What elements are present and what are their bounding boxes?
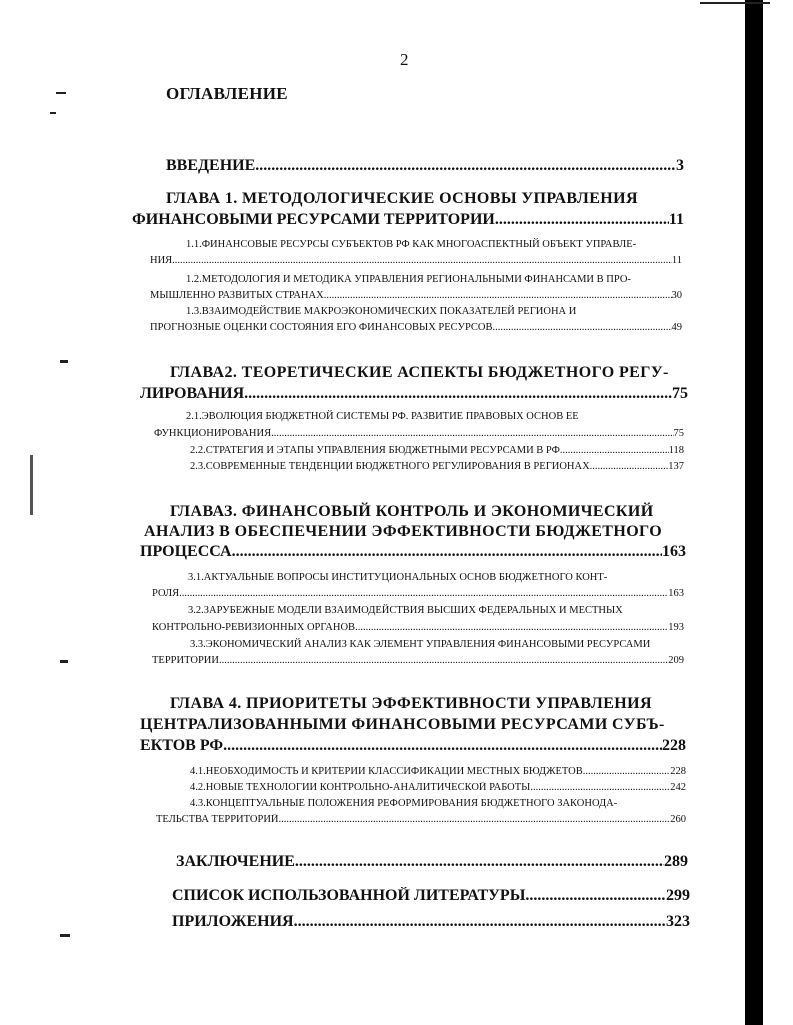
toc-entry-section-2-2[interactable]: 2.2.СТРАТЕГИЯ И ЭТАПЫ УПРАВЛЕНИЯ БЮДЖЕТНЫМИ РЕСУРСАМИ В РФ ..... 118 [190,445,684,456]
toc-entry-section-2-1[interactable]: ФУНКЦИОНИРОВАНИЯ ..... 75 [154,428,684,439]
section-3-2-line1: 3.2.ЗАРУБЕЖНЫЕ МОДЕЛИ ВЗАИМОДЕЙСТВИЯ ВЫСШИХ ФЕДЕРАЛЬНЫХ И МЕСТНЫХ [188,605,623,616]
toc-entry-section-3-2[interactable]: КОНТРОЛЬНО-РЕВИЗИОННЫХ ОРГАНОВ ..... 193 [152,622,684,633]
scan-mark [60,934,70,937]
dot-leader [255,157,676,175]
section-3-3-line1: 3.3.ЭКОНОМИЧЕСКИЙ АНАЛИЗ КАК ЭЛЕМЕНТ УПРАВЛЕНИЯ ФИНАНСОВЫМИ РЕСУРСАМИ [190,639,651,650]
chapter-3-title-line2: АНАЛИЗ В ОБЕСПЕЧЕНИИ ЭФФЕКТИВНОСТИ БЮДЖЕТНОГО [144,523,663,540]
toc-entry-chapter-3[interactable]: ПРОЦЕССА ..... 163 [140,543,686,561]
toc-entry-section-1-2[interactable]: МЫШЛЕННО РАЗВИТЫХ СТРАНАХ ..... 30 [150,290,682,301]
toc-entry-section-3-3[interactable]: ТЕРРИТОРИИ ..... 209 [152,655,684,666]
page-number: 2 [400,50,409,69]
scan-mark [56,92,66,94]
toc-entry-section-2-3[interactable]: 2.3.СОВРЕМЕННЫЕ ТЕНДЕНЦИИ БЮДЖЕТНОГО РЕГУЛИРОВАНИЯ В РЕГИОНАХ ..... 137 [190,461,684,472]
section-1-1-line1: 1.1.ФИНАНСОВЫЕ РЕСУРСЫ СУБЪЕКТОВ РФ КАК МНОГОАСПЕКТНЫЙ ОБЪЕКТ УПРАВЛЕ- [186,239,637,250]
toc-entry-section-4-2[interactable]: 4.2.НОВЫЕ ТЕХНОЛОГИИ КОНТРОЛЬНО-АНАЛИТИЧЕСКОЙ РАБОТЫ ..... 242 [190,782,686,793]
toc-entry-section-4-1[interactable]: 4.1.НЕОБХОДИМОСТЬ И КРИТЕРИИ КЛАССИФИКАЦИИ МЕСТНЫХ БЮДЖЕТОВ ..... 228 [190,766,686,777]
toc-entry-introduction[interactable] [166,157,684,175]
scan-mark [30,455,33,515]
chapter-1-title-line1: ГЛАВА 1. МЕТОДОЛОГИЧЕСКИЕ ОСНОВЫ УПРАВЛЕНИЯ [166,190,638,207]
toc-entry-chapter-2[interactable]: ЛИРОВАНИЯ ..... 75 [140,385,688,403]
section-3-1-line1: 3.1.АКТУАЛЬНЫЕ ВОПРОСЫ ИНСТИТУЦИОНАЛЬНЫХ ОСНОВ БЮДЖЕТНОГО КОНТ- [188,572,608,583]
toc-entry-section-4-3[interactable]: ТЕЛЬСТВА ТЕРРИТОРИЙ ..... 260 [156,814,686,825]
section-4-3-line1: 4.3.КОНЦЕПТУАЛЬНЫЕ ПОЛОЖЕНИЯ РЕФОРМИРОВАНИЯ БЮДЖЕТНОГО ЗАКОНОДА- [190,798,618,809]
section-1-3-line1: 1.3.ВЗАИМОДЕЙСТВИЕ МАКРОЭКОНОМИЧЕСКИХ ПОКАЗАТЕЛЕЙ РЕГИОНА И [186,306,577,317]
chapter-3-title-line1: ГЛАВАЗ. ФИНАНСОВЫЙ КОНТРОЛЬ И ЭКОНОМИЧЕСКИЙ [170,503,654,520]
toc-entry-section-3-1[interactable]: РОЛЯ ..... 163 [152,588,684,599]
chapter-4-title-line1: ГЛАВА 4. ПРИОРИТЕТЫ ЭФФЕКТИВНОСТИ УПРАВЛЕНИЯ [170,695,652,712]
scan-edge [747,0,793,1025]
toc-entry-chapter-1[interactable] [132,211,684,229]
entry-page: 11 [668,211,684,228]
toc-entry-section-1-3[interactable]: ПРОГНОЗНЫЕ ОЦЕНКИ СОСТОЯНИЯ ЕГО ФИНАНСОВЫХ РЕСУРСОВ ..... 49 [150,322,682,333]
dot-leader [495,211,669,229]
scan-mark [60,360,68,363]
toc-entry-section-1-1[interactable]: НИЯ ..... 11 [150,255,682,266]
entry-page: 3 [676,157,684,174]
section-2-1-line1: 2.1.ЭВОЛЮЦИЯ БЮДЖЕТНОЙ СИСТЕМЫ РФ. РАЗВИТИЕ ПРАВОВЫХ ОСНОВ ЕЕ [186,411,579,422]
chapter-2-title-line1: ГЛАВА2. ТЕОРЕТИЧЕСКИЕ АСПЕКТЫ БЮДЖЕТНОГО РЕГУ- [170,364,669,381]
section-1-2-line1: 1.2.МЕТОДОЛОГИЯ И МЕТОДИКА УПРАВЛЕНИЯ РЕГИОНАЛЬНЫМИ ФИНАНСАМИ В ПРО- [186,274,631,285]
scan-mark [700,2,770,4]
entry-label: ФИНАНСОВЫМИ РЕСУРСАМИ ТЕРРИТОРИИ [132,211,495,228]
scan-mark [60,660,68,663]
entry-label: ВВЕДЕНИЕ [166,157,256,174]
toc-entry-references[interactable]: СПИСОК ИСПОЛЬЗОВАННОЙ ЛИТЕРАТУРЫ ..... 299 [172,887,690,905]
toc-entry-appendices[interactable]: ПРИЛОЖЕНИЯ ..... 323 [172,913,690,931]
toc-entry-conclusion[interactable]: ЗАКЛЮЧЕНИЕ ..... 289 [176,853,688,871]
toc-heading: ОГЛАВЛЕНИЕ [166,84,288,103]
toc-entry-chapter-4[interactable]: ЕКТОВ РФ ..... 228 [140,737,686,755]
chapter-4-title-line2: ЦЕНТРАЛИЗОВАННЫМИ ФИНАНСОВЫМИ РЕСУРСАМИ СУБЪ- [140,716,665,733]
scan-mark [50,112,56,114]
